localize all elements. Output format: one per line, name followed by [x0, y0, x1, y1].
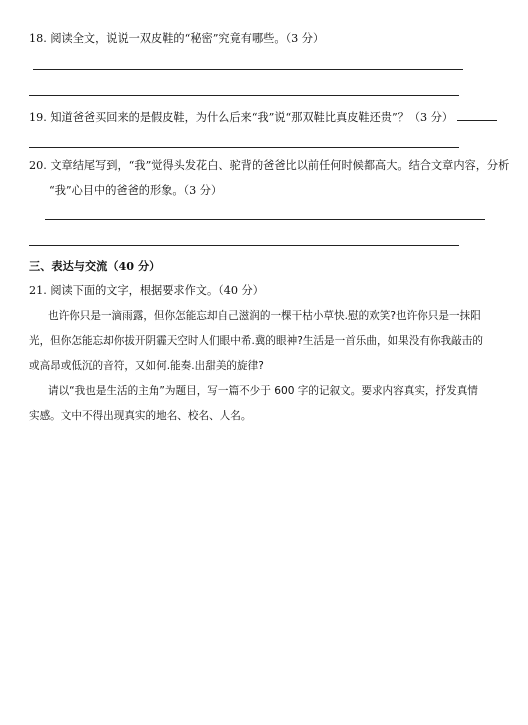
q19-text	[29, 110, 497, 125]
q21-para1-line2: 光，但你怎能忘却你拔开阴霾天空时人们眼中希.冀的眼神?生活是一首乐曲，如果没有你我敲击的	[29, 335, 483, 347]
q21-para2-line2: 实感。文中不得出现真实的地名、校名、人名。	[29, 410, 252, 422]
q20-answer-line-2[interactable]	[29, 245, 459, 246]
q18-text: 18. 阅读全文，说说一双皮鞋的“秘密”究竟有哪些。（3 分）	[29, 32, 325, 45]
q19-answer-line[interactable]	[29, 147, 459, 148]
q20-text-line1: 20. 文章结尾写到，“我”觉得头发花白、驼背的爸爸比以前任何时候都高大。结合文章内容，分析	[29, 159, 510, 172]
section-title: 三、表达与交流（40 分）	[29, 259, 161, 273]
q21-para1-line3: 或高昂或低沉的音符，又如何.能奏.出甜美的旋律?	[29, 360, 264, 372]
q21-para1-line1: 也许你只是一滴雨露，但你怎能忘却自己滋润的一棵干枯小草快.慰的欢笑?也许你只是一抹阳	[48, 310, 481, 322]
q21-heading: 21. 阅读下面的文字，根据要求作文。（40 分）	[29, 284, 264, 297]
q19-inline-blank[interactable]	[457, 110, 497, 121]
q20-text-line2: “我”心目中的爸爸的形象。（3 分）	[49, 184, 223, 197]
q19-question: 19. 知道爸爸买回来的是假皮鞋，为什么后来“我”说“那双鞋比真皮鞋还贵”？（3 分）	[29, 111, 454, 124]
q18-answer-line-1[interactable]	[33, 69, 463, 70]
q20-answer-line-1[interactable]	[45, 219, 485, 220]
q21-para2-line1: 请以“我也是生活的主角”为题目，写一篇不少于 600 字的记叙文。要求内容真实，抒发真情	[48, 385, 478, 397]
q18-answer-line-2[interactable]	[29, 95, 459, 96]
